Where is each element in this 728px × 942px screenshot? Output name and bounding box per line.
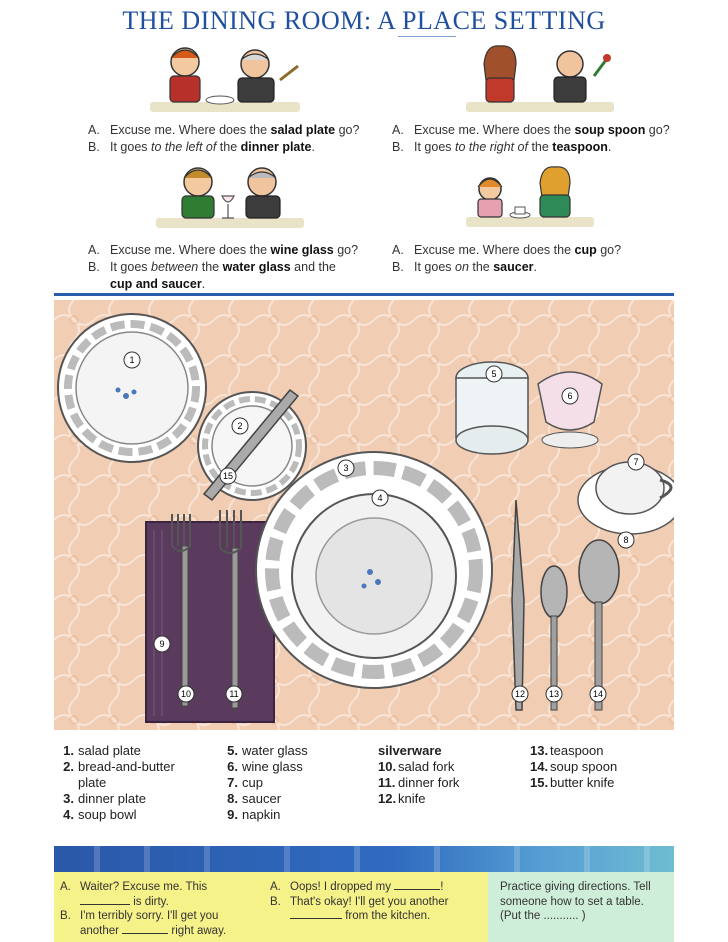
vocab-item-9: 9. napkin — [227, 807, 281, 822]
vocab-item-11: 11. dinner fork — [378, 775, 460, 790]
salad-plate — [58, 314, 206, 462]
blank-1 — [80, 895, 130, 905]
vocab-item-4: 4. soup bowl — [63, 807, 137, 822]
callout-14: 14 — [592, 689, 604, 699]
vocab-item-7: 7. cup — [227, 775, 263, 790]
vocab-column-1 — [58, 743, 175, 823]
dialog-4-a-item: cup — [574, 243, 597, 257]
soup-bowl — [292, 494, 456, 658]
callout-4: 4 — [377, 493, 383, 503]
practice-directions: Practice giving directions. Tell someone how to set a table. (Put the ........... ) — [500, 881, 651, 922]
callout-11: 11 — [229, 689, 239, 699]
napkin — [146, 522, 274, 722]
callout-13: 13 — [548, 689, 560, 699]
callout-12: 12 — [514, 689, 526, 699]
scene-cup-illustration — [460, 165, 600, 235]
vocab-item-10: 10. salad fork — [378, 759, 455, 774]
vocab-item-14: 14. soup spoon — [530, 759, 618, 774]
dialog-3-b-item2: cup and saucer — [110, 277, 202, 291]
callout-6: 6 — [567, 391, 573, 401]
vocab-column-4 — [530, 743, 617, 791]
vocab-item-6: 6. wine glass — [227, 759, 303, 774]
section-rule — [54, 293, 674, 296]
callout-7: 7 — [633, 457, 639, 467]
callout-3: 3 — [343, 463, 349, 473]
vocab-item-2-cont: plate — [78, 775, 107, 790]
dialog-1-a-item: salad plate — [270, 123, 336, 137]
callout-5: 5 — [491, 369, 497, 379]
vocab-column-3 — [378, 743, 459, 807]
vocab-item-5: 5. water glass — [227, 743, 308, 758]
callout-2: 2 — [237, 421, 243, 431]
practice-exercise-2: A. Oops! I dropped my ! B. That's okay! I'll get you another from the kitchen. — [270, 881, 449, 922]
dialog-3: A. Excuse me. Where does the wine glass go? B. It goes between the water glass and the cup and saucer. — [88, 243, 359, 291]
scene-soup-spoon-illustration — [460, 40, 620, 120]
blank-2 — [122, 924, 168, 934]
place-setting-illustration — [54, 300, 674, 730]
practice-band — [54, 846, 674, 942]
vocab-item-3: 3. dinner plate — [63, 791, 146, 806]
callout-10: 10 — [180, 689, 192, 699]
dialog-1-b-item: dinner plate — [240, 140, 312, 154]
vocab-item-8: 8. saucer — [227, 791, 282, 806]
dialog-4-b-prep: on — [455, 260, 469, 274]
page-title: THE DINING ROOM: A PLACE SETTING — [122, 6, 606, 35]
callout-15: 15 — [222, 471, 234, 481]
vocab-item-1: 1. salad plate — [63, 743, 141, 758]
vocab-item-13: 13. teaspoon — [530, 743, 604, 758]
scene-wine-glass-illustration — [150, 160, 310, 235]
dialog-1: A. Excuse me. Where does the salad plate go? B. It goes to the left of the dinner plate. — [88, 123, 360, 154]
scene-salad-plate-illustration — [140, 40, 310, 120]
vocab-item-15: 15. butter knife — [530, 775, 615, 790]
dialog-2: A. Excuse me. Where does the soup spoon go? B. It goes to the right of the teaspoon. — [392, 123, 670, 154]
vocab-item-12: 12. knife — [378, 791, 426, 806]
blank-4 — [290, 909, 342, 919]
wine-glass — [538, 372, 602, 448]
dialog-1-b-prep: to the left of — [151, 140, 217, 154]
dialog-2-b-prep: to the right of — [455, 140, 528, 154]
dialog-4: A. Excuse me. Where does the cup go? B. It goes on the saucer. — [392, 243, 622, 274]
practice-band-header — [54, 846, 674, 872]
dialog-4-b-item: saucer — [493, 260, 534, 274]
dialog-2-b-item: teaspoon — [552, 140, 608, 154]
practice-exercise-1: A. Waiter? Excuse me. This is dirty. B. I'm terribly sorry. I'll get you another right away. — [60, 881, 227, 937]
blank-3 — [394, 880, 440, 890]
callout-9: 9 — [159, 639, 165, 649]
vocab-item-2: 2. bread-and-butter — [63, 759, 175, 774]
title-underline — [398, 36, 456, 37]
dialog-3-a-item: wine glass — [270, 243, 334, 257]
dialog-3-b-item: water glass — [222, 260, 291, 274]
dialog-2-a-item: soup spoon — [574, 123, 646, 137]
callout-8: 8 — [623, 535, 629, 545]
dialog-3-b-prep: between — [151, 260, 199, 274]
vocab-column-2 — [222, 743, 308, 823]
vocab-silverware-heading: silverware — [378, 743, 442, 758]
callout-1: 1 — [129, 355, 135, 365]
